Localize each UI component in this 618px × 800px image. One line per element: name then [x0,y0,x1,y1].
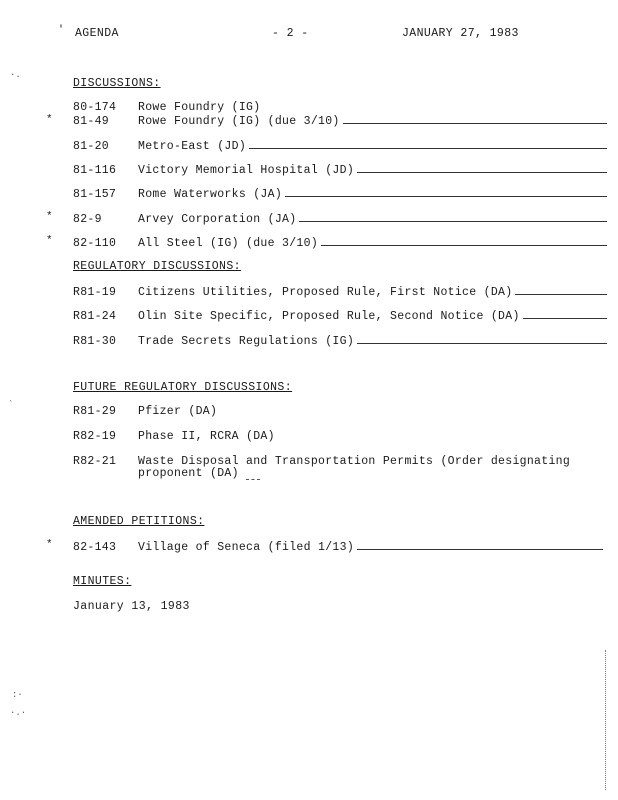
scan-speck: ·. [10,70,21,80]
item-description: Arvey Corporation (JA) [138,213,297,226]
docket-number: 82-9 [73,213,102,226]
future-row [73,430,607,443]
signature-line [299,211,607,222]
discussions-heading: DISCUSSIONS: [73,77,161,90]
amended-row [73,539,603,554]
regulatory-row [73,333,607,348]
regulatory-row [73,284,607,299]
regulatory-heading: REGULATORY DISCUSSIONS: [73,260,241,273]
signature-line [515,284,607,295]
minutes-heading: MINUTES: [73,575,132,588]
docket-number: R81-30 [73,335,117,348]
minutes-date: January 13, 1983 [73,600,190,613]
signature-line [343,113,607,124]
scan-edge [605,650,606,790]
discussion-row [73,113,607,128]
docket-number: R82-21 [73,455,117,468]
amended-petitions-heading: AMENDED PETITIONS: [73,515,205,528]
signature-line [357,333,607,344]
item-description: Trade Secrets Regulations (IG) [138,335,355,348]
header-title: AGENDA [75,27,119,40]
scan-speck: ` [8,400,14,410]
item-description: All Steel (IG) (due 3/10) [138,237,319,250]
item-description: Olin Site Specific, Proposed Rule, Second Notice (DA) [138,310,520,323]
future-row [73,405,607,418]
priority-star: * [46,211,53,223]
discussion-row [73,162,607,177]
item-description: Citizens Utilities, Proposed Rule, First Notice (DA) [138,286,513,299]
future-regulatory-heading: FUTURE REGULATORY DISCUSSIONS: [73,381,293,394]
docket-number: 81-20 [73,140,110,153]
item-description: Rowe Foundry (IG) [138,101,261,114]
item-description: Victory Memorial Hospital (JD) [138,164,355,177]
priority-star: * [46,235,53,247]
future-row [73,455,607,480]
docket-number: R81-19 [73,286,117,299]
signature-line [357,162,607,173]
scan-speck: :· [12,690,23,700]
docket-number: R82-19 [73,430,117,443]
short-line [246,470,260,480]
signature-line [523,308,607,319]
docket-number: 80-174 [73,101,117,114]
priority-star: * [46,114,53,126]
signature-line [321,235,607,246]
item-description: Waste Disposal and Transportation Permits (Order designating proponent (DA) [138,455,571,480]
discussion-row [73,235,607,250]
regulatory-row [73,308,607,323]
item-description: Rome Waterworks (JA) [138,188,283,201]
docket-number: 81-157 [73,188,117,201]
docket-number: 82-110 [73,237,117,250]
docket-number: 81-116 [73,164,117,177]
docket-number: R81-24 [73,310,117,323]
item-description: Village of Seneca (filed 1/13) [138,541,355,554]
discussion-row [73,211,607,226]
signature-line [249,138,607,149]
scan-speck: ·.· [10,708,27,718]
docket-number: R81-29 [73,405,117,418]
header-date: JANUARY 27, 1983 [402,27,519,40]
header-mark: ' [58,25,65,36]
signature-line [357,539,603,550]
discussion-row [73,186,607,201]
docket-number: 82-143 [73,541,117,554]
item-description: Phase II, RCRA (DA) [138,430,275,443]
docket-number: 81-49 [73,115,110,128]
page-number: - 2 - [272,27,309,40]
signature-line [285,186,607,197]
discussion-row [73,138,607,153]
item-description: Metro-East (JD) [138,140,247,153]
item-description: Rowe Foundry (IG) (due 3/10) [138,115,340,128]
item-description: Pfizer (DA) [138,405,218,418]
priority-star: * [46,539,53,551]
